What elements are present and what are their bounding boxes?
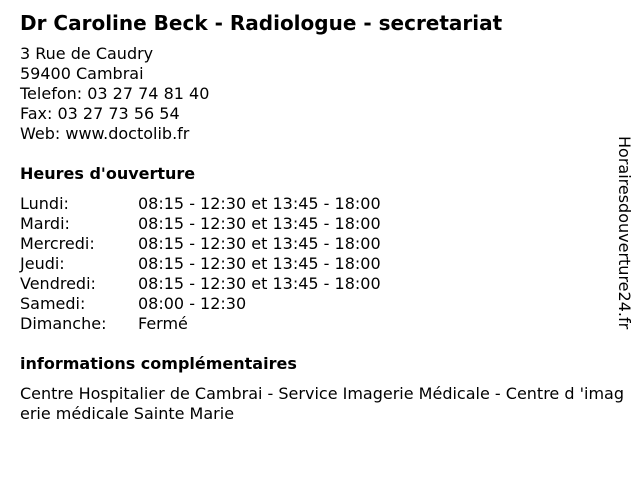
hours-row-monday bbox=[20, 194, 440, 214]
hours-row-wednesday bbox=[20, 234, 440, 254]
time-value: 08:15 - 12:30 et 13:45 - 18:00 bbox=[138, 194, 381, 213]
hours-row-friday bbox=[20, 274, 440, 294]
phone-number: Telefon: 03 27 74 81 40 bbox=[20, 84, 210, 103]
day-label: Dimanche: bbox=[20, 314, 107, 333]
street-address: 3 Rue de Caudry bbox=[20, 44, 154, 63]
time-value: 08:15 - 12:30 et 13:45 - 18:00 bbox=[138, 254, 381, 273]
website: Web: www.doctolib.fr bbox=[20, 124, 190, 143]
fax-number: Fax: 03 27 73 56 54 bbox=[20, 104, 180, 123]
day-label: Lundi: bbox=[20, 194, 69, 213]
info-heading: informations complémentaires bbox=[20, 354, 297, 373]
day-label: Mercredi: bbox=[20, 234, 95, 253]
hours-row-saturday bbox=[20, 294, 440, 314]
address-block bbox=[20, 44, 209, 144]
day-label: Jeudi: bbox=[20, 254, 65, 273]
city-address: 59400 Cambrai bbox=[20, 64, 144, 83]
time-value: 08:15 - 12:30 et 13:45 - 18:00 bbox=[138, 234, 381, 253]
site-brand: Horairesdouverture24.fr bbox=[615, 136, 634, 330]
time-value: 08:15 - 12:30 et 13:45 - 18:00 bbox=[138, 214, 381, 233]
hours-row-sunday bbox=[20, 314, 440, 334]
hours-row-tuesday bbox=[20, 214, 440, 234]
hours-row-thursday bbox=[20, 254, 440, 274]
info-text: Centre Hospitalier de Cambrai - Service Imagerie Médicale - Centre d 'imagerie médicale Sainte Marie bbox=[20, 384, 624, 423]
time-value: 08:00 - 12:30 bbox=[138, 294, 247, 313]
hours-heading: Heures d'ouverture bbox=[20, 164, 196, 183]
hours-table bbox=[20, 194, 440, 334]
day-label: Vendredi: bbox=[20, 274, 96, 293]
time-value: Fermé bbox=[138, 314, 188, 333]
time-value: 08:15 - 12:30 et 13:45 - 18:00 bbox=[138, 274, 381, 293]
day-label: Mardi: bbox=[20, 214, 70, 233]
day-label: Samedi: bbox=[20, 294, 86, 313]
page-title: Dr Caroline Beck - Radiologue - secretariat bbox=[20, 11, 503, 35]
